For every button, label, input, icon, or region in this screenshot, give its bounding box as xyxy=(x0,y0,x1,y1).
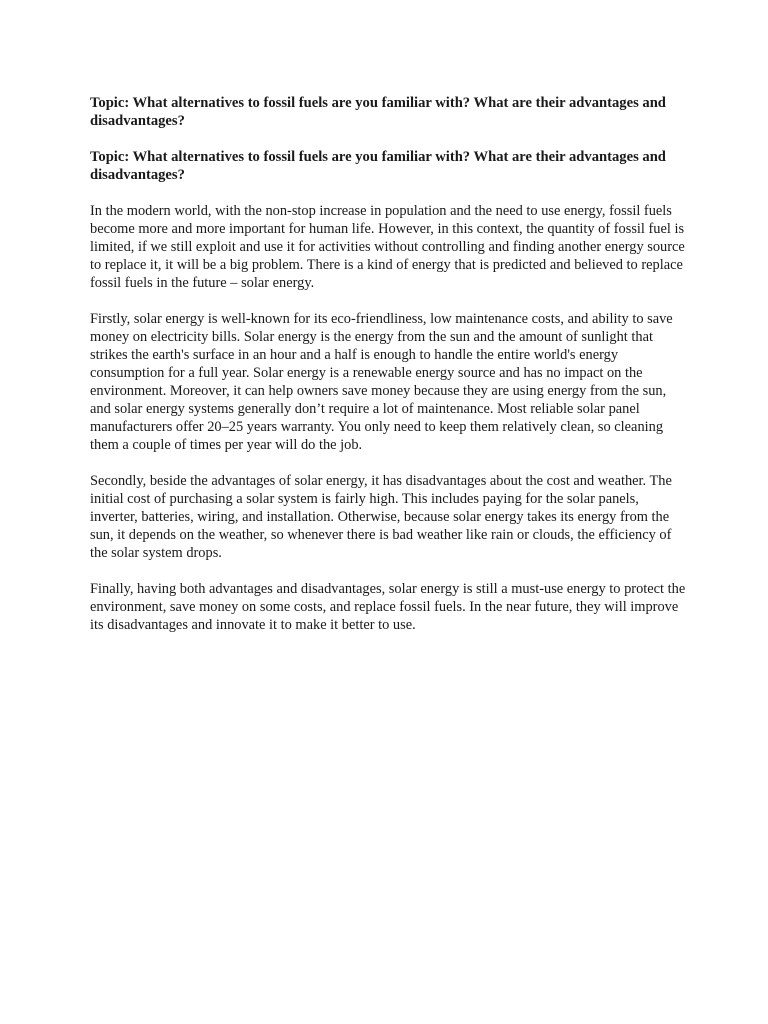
topic-heading-1: Topic: What alternatives to fossil fuels are you familiar with? What are their advantages and disadvantages? xyxy=(90,95,666,129)
paragraph-disadvantages: Secondly, beside the advantages of solar energy, it has disadvantages about the cost and weather. The initial cost of purchasing a solar system is fairly high. This includes paying for the solar panels, inverter, batteries, wiring, and installation. Otherwise, because solar energy takes its energy from the sun, it depends on the weather, so whenever there is bad weather like rain or clouds, the efficiency of the solar system drops. xyxy=(90,473,672,561)
topic-heading-2: Topic: What alternatives to fossil fuels are you familiar with? What are their advantages and disadvantages? xyxy=(90,149,666,183)
document-body xyxy=(90,94,690,652)
paragraph-introduction: In the modern world, with the non-stop increase in population and the need to use energy, fossil fuels become more and more important for human life. However, in this context, the quantity of fossil fuel is limited, if we still exploit and use it for activities without controlling and finding another energy source to replace it, it will be a big problem. There is a kind of energy that is predicted and believed to replace fossil fuels in the future – solar energy. xyxy=(90,203,685,291)
paragraph-advantages: Firstly, solar energy is well-known for its eco-friendliness, low maintenance costs, and ability to save money on electricity bills. Solar energy is the energy from the sun and the amount of sunlight that strikes the earth's surface in an hour and a half is enough to handle the entire world's energy consumption for a full year. Solar energy is a renewable energy source and has no impact on the environment. Moreover, it can help owners save money because they are using energy from the sun, and solar energy systems generally don’t require a lot of maintenance. Most reliable solar panel manufacturers offer 20–25 years warranty. You only need to keep them relatively clean, so cleaning them a couple of times per year will do the job. xyxy=(90,311,673,453)
paragraph-conclusion: Finally, having both advantages and disadvantages, solar energy is still a must-use energy to protect the environment, save money on some costs, and replace fossil fuels. In the near future, they will improve its disadvantages and innovate it to make it better to use. xyxy=(90,581,686,633)
